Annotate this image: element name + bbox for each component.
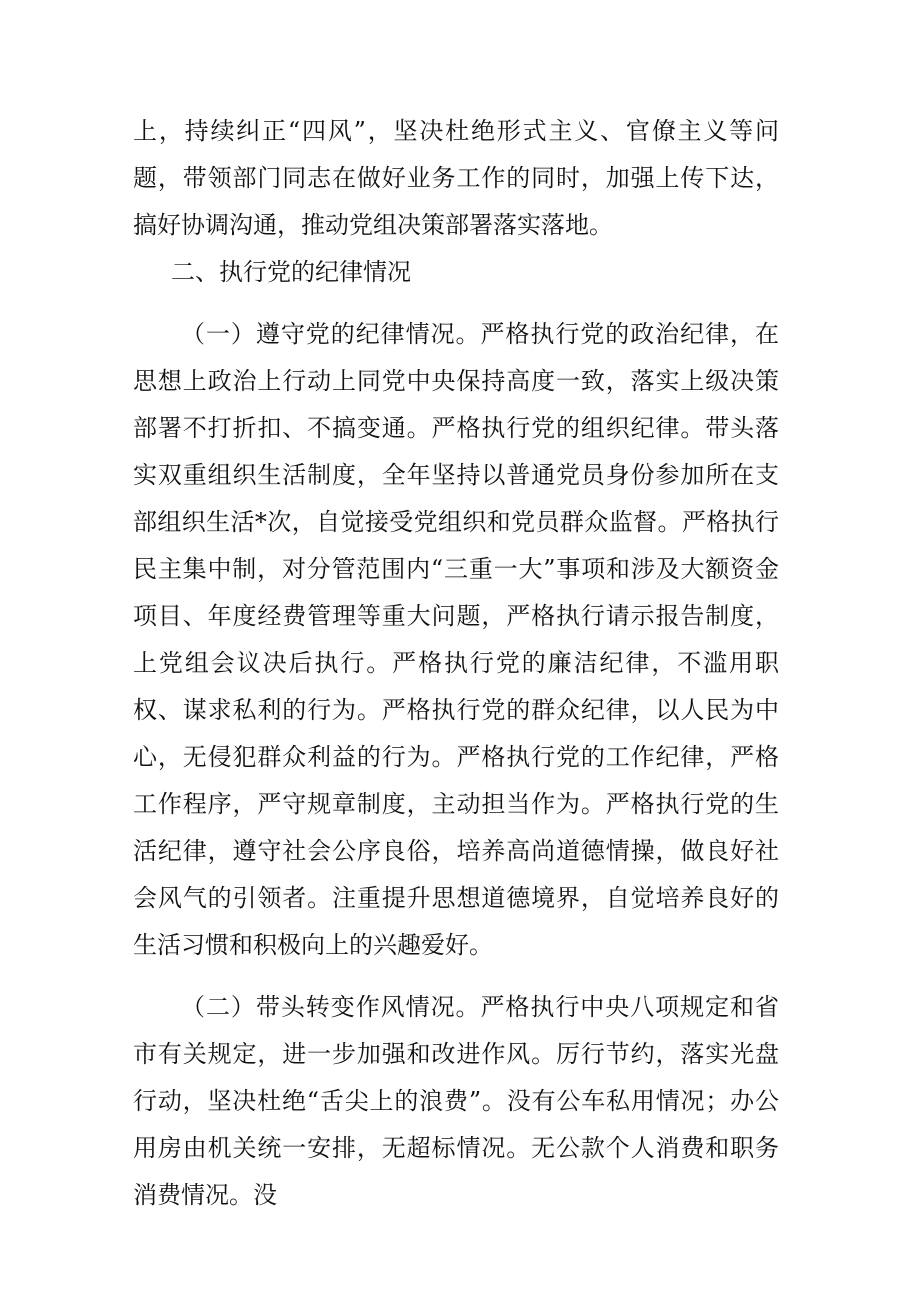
paragraph-work-style: （二）带头转变作风情况。严格执行中央八项规定和省市有关规定，进一步加强和改进作风。厉行节约，落实光盘行动，坚决杜绝“舌尖上的浪费”。没有公车私用情况；办公用房由机关统一安排，无超标情况。无公款个人消费和职务消费情况。没 [133, 993, 779, 1209]
document-body [133, 108, 779, 1219]
paragraph-continuation: 上，持续纠正“四风”，坚决杜绝形式主义、官僚主义等问题，带领部门同志在做好业务工作的同时，加强上传下达，搞好协调沟通，推动党组决策部署落实落地。 [133, 117, 779, 239]
section-heading: 二、执行党的纪律情况 [171, 258, 411, 286]
paragraph-party-discipline: （一）遵守党的纪律情况。严格执行党的政治纪律，在思想上政治上行动上同党中央保持高度一致，落实上级决策部署不打折扣、不搞变通。严格执行党的组织纪律。带头落实双重组织生活制度，全年坚持以普通党员身份参加所在支部组织生活*次，自觉接受党组织和党员群众监督。严格执行民主集中制，对分管范围内“三重一大”事项和涉及大额资金项目、年度经费管理等重大问题，严格执行请示报告制度，上党组会议决后执行。严格执行党的廉洁纪律，不滥用职权、谋求私利的行为。严格执行党的群众纪律，以人民为中心，无侵犯群众利益的行为。严格执行党的工作纪律，严格工作程序，严守规章制度，主动担当作为。严格执行党的生活纪律，遵守社会公序良俗，培养高尚道德情操，做良好社会风气的引领者。注重提升思想道德境界，自觉培养良好的生活习惯和积极向上的兴趣爱好。 [133, 320, 779, 959]
